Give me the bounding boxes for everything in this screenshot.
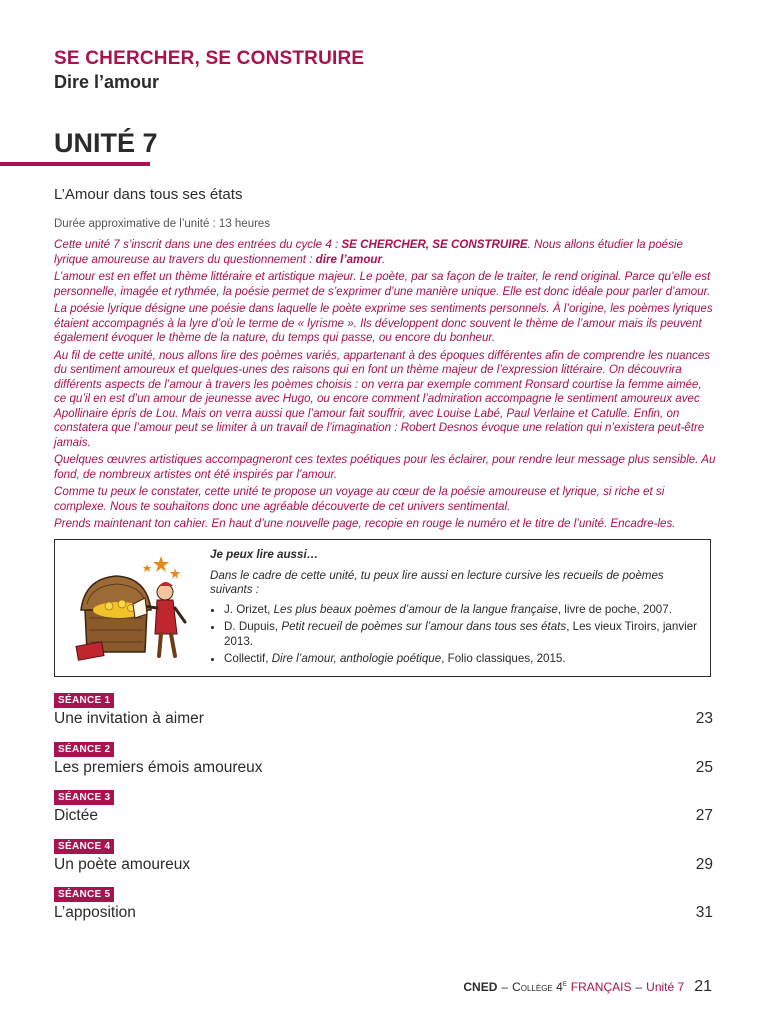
session-title: Un poète amoureux: [54, 855, 191, 873]
reading-publisher: , livre de poche, 2007.: [557, 602, 672, 616]
further-reading-content: [210, 548, 700, 670]
intro-paragraph-3: La poésie lyrique désigne une poésie dans laquelle le poète exprime ses sentiments personnels. À l’origine, les poèmes lyriques étaient accompagnés à la lyre d’où le terme de « lyrisme ». Ils développent donc souvent le thème de l’amour mais ils peuvent également évoquer le thème de la nature, du temps qui passe, ou encore du bonheur.: [54, 302, 713, 344]
further-reading-heading: Je peux lire aussi…: [210, 548, 319, 561]
footer-separator-2: –: [635, 980, 643, 994]
intro-p1-end: .: [382, 252, 386, 266]
reading-author: J. Orizet,: [224, 602, 274, 616]
further-reading-list: [210, 603, 700, 667]
footer-subject: FRANÇAIS: [570, 980, 632, 994]
reading-publisher: , Les vieux Tiroirs, janvier 2013.: [224, 620, 698, 648]
session-item-4[interactable]: [54, 836, 713, 885]
further-reading-intro: Dans le cadre de cette unité, tu peux lire aussi en lecture cursive les recueils de poèmes suivants :: [210, 568, 664, 596]
reading-list-item: [224, 620, 700, 649]
footer-level-text: Collège 4: [512, 980, 563, 994]
theme-title: SE CHERCHER, SE CONSTRUIRE: [54, 48, 365, 69]
session-item-2[interactable]: [54, 739, 713, 788]
reading-book-title: Les plus beaux poèmes d’amour de la langue française: [273, 602, 558, 616]
reading-book-title: Petit recueil de poèmes sur l’amour dans tous ses états: [281, 620, 567, 633]
footer-separator: –: [501, 980, 509, 994]
intro-paragraph-6: Comme tu peux le constater, cette unité te propose un voyage au cœur de la poésie amoureuse et lyrique, si riche et si complexe. Nous te souhaitons donc une agréable découverte de cet univers sentimental.: [54, 485, 665, 513]
reading-author: D. Dupuis,: [224, 620, 282, 633]
page-footer: [463, 978, 712, 996]
intro-p1-question: dire l’amour: [315, 252, 383, 266]
session-tag: SÉANCE 3: [54, 790, 114, 805]
footer-level: [512, 979, 567, 994]
unit-title-rule: [0, 162, 150, 166]
unit-title: UNITÉ 7: [54, 128, 158, 158]
unit-duration: Durée approximative de l’unité : 13 heures: [54, 218, 271, 230]
session-page-number: 27: [695, 807, 713, 824]
session-page-number: 29: [695, 855, 713, 873]
reading-publisher: , Folio classiques, 2015.: [441, 652, 566, 665]
session-tag: SÉANCE 5: [54, 887, 114, 902]
session-item-1[interactable]: [54, 690, 713, 739]
footer-brand: CNED: [463, 980, 498, 994]
footer-unit: Unité 7: [646, 980, 685, 994]
unit-subtitle: L’Amour dans tous ses états: [54, 186, 243, 203]
treasure-chest-book-illustration: [67, 548, 197, 670]
intro-paragraph-2: L’amour est en effet un thème littéraire et artistique majeur. Le poète, par sa façon de le traiter, le rend original. Parce qu’elle est personnelle, imagée et rythmée, la poésie permet de s’exprimer d’une manière unique. Elle est donc idéale pour parler d’amour.: [54, 270, 711, 298]
page-number: 21: [694, 978, 712, 995]
intro-text: [54, 238, 716, 532]
session-tag: SÉANCE 2: [54, 742, 114, 757]
session-item-3[interactable]: [54, 787, 713, 836]
session-page-number: 23: [695, 710, 713, 727]
sessions-list: [54, 690, 713, 933]
session-item-5[interactable]: [54, 884, 713, 933]
session-tag: SÉANCE 1: [54, 693, 114, 708]
session-title: Dictée: [54, 807, 98, 824]
reading-book-title: Dire l’amour, anthologie poétique: [271, 652, 442, 665]
intro-p1-entry: SE CHERCHER, SE CONSTRUIRE: [341, 238, 528, 251]
intro-p1-text: Cette unité 7 s’inscrit dans une des entrées du cycle 4 :: [54, 238, 342, 251]
intro-paragraph-1: [54, 238, 716, 267]
intro-paragraph-5: Quelques œuvres artistiques accompagneront ces textes poétiques pour les éclairer, pour rendre leur message plus sensible. Au fond, de nombreux artistes ont été inspirés par l’amour.: [54, 453, 716, 481]
session-title: L’apposition: [54, 904, 136, 921]
session-tag: SÉANCE 4: [54, 839, 114, 854]
intro-paragraph-7: Prends maintenant ton cahier. En haut d’une nouvelle page, recopie en rouge le numéro et le titre de l’unité. Encadre-les.: [54, 517, 676, 530]
further-reading-box: [54, 539, 711, 677]
theme-subtitle: Dire l’amour: [54, 72, 160, 92]
intro-p1-text-2: . Nous allons étudier la poésie lyrique amoureuse au travers du questionnement :: [54, 238, 683, 266]
footer-level-sup: e: [562, 979, 567, 988]
session-page-number: 25: [695, 758, 713, 776]
reading-author: Collectif,: [224, 652, 272, 665]
reading-list-item: [224, 603, 700, 618]
intro-paragraph-4: Au fil de cette unité, nous allons lire des poèmes variés, appartenant à des époques différentes afin de comprendre les nuances du sentiment amoureux et quelques-unes des raisons qui en font un thème majeur de l’expression littéraire. On découvrira différents aspects de l’amour à travers les poèmes choisis : on verra par exemple comment Ronsard courtise la femme aimée, ce qu’il en est d’un amour de jeunesse avec Hugo, ou encore comment l’admiration accompagne le sentiment amoureux avec Apollinaire épris de Lou. Mais on verra aussi que l’amour fait souffrir, avec Louise Labé, Paul Verlaine et Catulle. Enfin, on constatera que l’amour peut se limiter à un travail de l’imagination : Robert Desnos évoque une relation qui n’existera peut-être jamais.: [54, 348, 711, 449]
session-title: Une invitation à aimer: [54, 710, 204, 727]
reading-list-item: [224, 652, 700, 667]
session-page-number: 31: [695, 904, 713, 921]
session-title: Les premiers émois amoureux: [54, 758, 263, 776]
